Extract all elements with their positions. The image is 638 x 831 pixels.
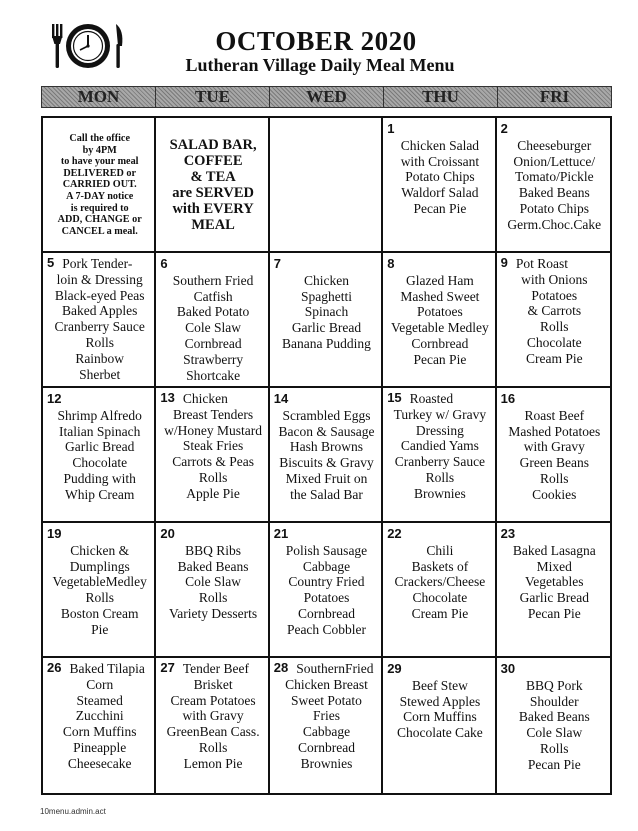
weekday-tue: TUE xyxy=(156,87,270,107)
menu-items: Chicken Spaghetti Spinach Garlic Bread Banana Pudding xyxy=(282,272,371,351)
day-heading xyxy=(387,526,492,542)
day-heading xyxy=(387,661,492,677)
menu-items: Turkey w/ Gravy Dressing Candied Yams Cranberry Sauce Rolls Brownies xyxy=(393,406,487,501)
page-subtitle: Lutheran Village Daily Meal Menu xyxy=(185,55,455,75)
menu-items: Shrimp Alfredo Italian Spinach Garlic Bread Chocolate Pudding with Whip Cream xyxy=(57,407,142,502)
day-cell xyxy=(270,658,383,793)
day-heading xyxy=(501,391,608,407)
day-heading xyxy=(387,391,492,407)
weekday-header xyxy=(41,86,612,108)
menu-items: Roast Beef Mashed Potatoes with Gravy Green Beans Rolls Cookies xyxy=(508,407,601,502)
day-heading xyxy=(501,256,608,272)
footer-code: 10menu.admin.act xyxy=(40,807,106,816)
day-cell xyxy=(497,658,610,793)
menu-items: Polish Sausage Cabbage Country Fried Potatoes Cornbread Peach Cobbler xyxy=(285,542,368,637)
page-title: OCTOBER 2020 xyxy=(215,26,417,56)
day-number: 8 xyxy=(387,256,395,271)
day-number: 29 xyxy=(387,661,402,676)
day-number: 22 xyxy=(387,526,402,541)
day-cell xyxy=(270,253,383,388)
day-number: 21 xyxy=(273,526,289,541)
day-cell xyxy=(383,118,496,253)
menu-items: Southern Fried Catfish Baked Potato Cole Slaw Cornbread Strawberry Shortcake xyxy=(172,272,254,383)
day-heading xyxy=(160,526,265,542)
day-number: 28 xyxy=(273,660,289,675)
menu-items: Cheeseburger Onion/Lettuce/ Tomato/Pickle Baked Beans Potato Chips Germ.Choc.Cake xyxy=(507,137,602,232)
day-heading xyxy=(47,526,152,542)
menu-first-line: Tender Beef xyxy=(182,661,250,676)
day-number: 2 xyxy=(500,121,508,136)
day-number: 16 xyxy=(500,391,516,406)
day-heading xyxy=(160,256,265,272)
day-heading xyxy=(47,661,152,677)
menu-items: Chicken Breast Sweet Potato Fries Cabbage Cornbread Brownies xyxy=(285,676,368,771)
menu-items: Scrambled Eggs Bacon & Sausage Hash Browns Biscuits & Gravy Mixed Fruit on the Salad Bar xyxy=(278,407,375,502)
salad-bar-note: SALAD BAR, COFFEE & TEA are SERVED with EVERY MEAL xyxy=(169,137,257,233)
day-heading xyxy=(501,661,608,677)
day-heading xyxy=(47,256,152,272)
day-cell xyxy=(383,388,496,523)
day-heading xyxy=(160,391,265,407)
day-cell xyxy=(497,253,610,388)
menu-items: with Onions Potatoes & Carrots Rolls Chocolate Cream Pie xyxy=(521,271,588,366)
menu-first-line: SouthernFried xyxy=(296,661,374,676)
menu-items: Corn Steamed Zucchini Corn Muffins Pineapple Cheesecake xyxy=(62,676,137,771)
weekday-thu: THU xyxy=(384,87,498,107)
day-number: 19 xyxy=(47,526,62,541)
menu-items: Brisket Cream Potatoes with Gravy GreenBean Cass. Rolls Lemon Pie xyxy=(166,676,260,771)
day-number: 1 xyxy=(387,121,395,136)
day-cell xyxy=(497,523,610,658)
day-cell xyxy=(497,388,610,523)
day-number: 20 xyxy=(160,526,175,541)
salad-bar-cell xyxy=(156,118,269,253)
menu-first-line: Roasted xyxy=(409,391,454,406)
day-number: 27 xyxy=(160,660,175,675)
day-number: 15 xyxy=(387,390,402,405)
day-number: 26 xyxy=(47,660,62,675)
calendar-grid xyxy=(41,116,612,795)
weekday-wed: WED xyxy=(270,87,384,107)
menu-items: Baked Lasagna Mixed Vegetables Garlic Bread Pecan Pie xyxy=(512,542,596,621)
day-number: 23 xyxy=(500,526,516,541)
menu-items: BBQ Pork Shoulder Baked Beans Cole Slaw Rolls Pecan Pie xyxy=(518,677,590,772)
menu-items: loin & Dressing Black-eyed Peas Baked Apples Cranberry Sauce Rolls Rainbow Sherbet xyxy=(54,271,145,382)
ordering-notice: Call the office by 4PM to have your meal DELIVERED or CARRIED OUT. A 7-DAY notice is required to ADD, CHANGE or CANCEL a meal. xyxy=(57,133,142,237)
menu-items: Breast Tenders w/Honey Mustard Steak Fries Carrots & Peas Rolls Apple Pie xyxy=(164,406,263,501)
weekday-mon: MON xyxy=(42,87,156,107)
day-heading xyxy=(501,526,608,542)
day-cell xyxy=(383,253,496,388)
day-cell xyxy=(43,523,156,658)
day-number: 6 xyxy=(160,256,168,271)
day-cell xyxy=(43,658,156,793)
menu-items: Beef Stew Stewed Apples Corn Muffins Chocolate Cake xyxy=(396,677,483,741)
day-heading xyxy=(47,391,152,407)
menu-items: Chicken & Dumplings VegetableMedley Rolls Boston Cream Pie xyxy=(52,542,147,637)
empty-cell xyxy=(270,118,383,253)
day-number: 13 xyxy=(160,390,175,405)
day-cell xyxy=(43,388,156,523)
day-heading xyxy=(160,661,265,677)
menu-items: BBQ Ribs Baked Beans Cole Slaw Rolls Variety Desserts xyxy=(169,542,258,621)
day-cell xyxy=(43,253,156,388)
day-heading xyxy=(274,661,379,677)
notice-cell xyxy=(43,118,156,253)
day-heading xyxy=(501,121,608,137)
day-number: 14 xyxy=(273,391,289,406)
day-heading xyxy=(274,391,379,407)
day-heading xyxy=(274,526,379,542)
day-heading xyxy=(274,256,379,272)
weekday-fri: FRI xyxy=(498,87,611,107)
day-number: 5 xyxy=(47,255,55,270)
menu-first-line: Pot Roast xyxy=(515,256,568,271)
day-cell xyxy=(156,658,269,793)
day-cell xyxy=(497,118,610,253)
day-heading xyxy=(387,256,492,272)
day-cell xyxy=(156,523,269,658)
menu-first-line: Pork Tender- xyxy=(62,256,133,271)
menu-items: Chicken Salad with Croissant Potato Chips Waldorf Salad Pecan Pie xyxy=(400,137,480,216)
day-cell xyxy=(383,523,496,658)
day-number: 9 xyxy=(500,255,508,270)
day-heading xyxy=(387,121,492,137)
day-number: 12 xyxy=(47,391,62,406)
day-cell xyxy=(156,253,269,388)
day-cell xyxy=(156,388,269,523)
menu-first-line: Chicken xyxy=(182,391,228,406)
day-cell xyxy=(383,658,496,793)
day-number: 30 xyxy=(500,661,516,676)
day-cell xyxy=(270,523,383,658)
day-cell xyxy=(270,388,383,523)
menu-first-line: Baked Tilapia xyxy=(69,661,145,676)
menu-items: Glazed Ham Mashed Sweet Potatoes Vegetable Medley Cornbread Pecan Pie xyxy=(390,272,489,367)
menu-items: Chili Baskets of Crackers/Cheese Chocolate Cream Pie xyxy=(394,542,486,621)
day-number: 7 xyxy=(273,256,282,271)
